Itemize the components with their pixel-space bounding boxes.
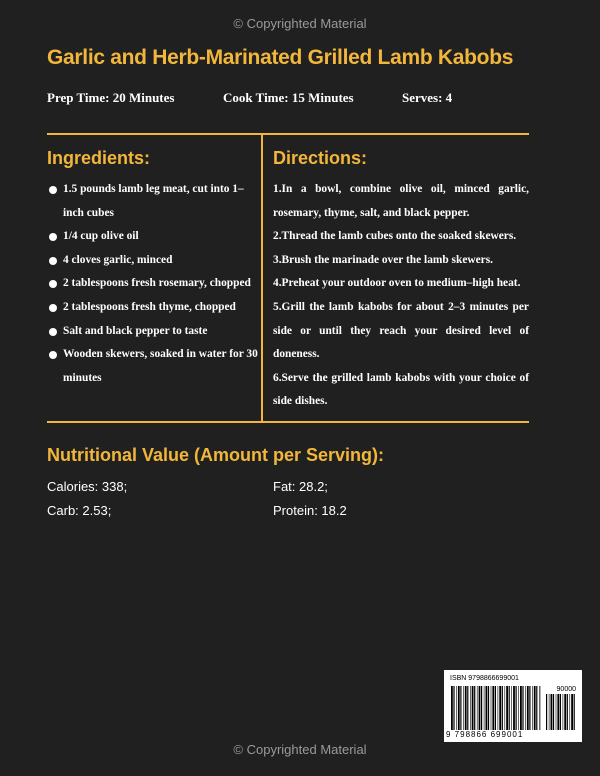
isbn-label: ISBN 9798866699001 xyxy=(450,675,519,682)
directions-heading: Directions: xyxy=(273,148,368,168)
cook-time: Cook Time: 15 Minutes xyxy=(223,90,354,105)
barcode-digits: 9 798866 699001 xyxy=(446,730,524,739)
serves: Serves: 4 xyxy=(402,90,453,105)
bullet-icon xyxy=(49,280,57,288)
watermark-bottom: © Copyrighted Material xyxy=(233,742,367,757)
direction-step: 1.In a bowl, combine olive oil, minced garlic, rosemary, thyme, salt, and black pepper. xyxy=(273,183,529,219)
addon-barcode-icon xyxy=(546,694,576,730)
bullet-icon xyxy=(49,186,57,194)
prep-time: Prep Time: 20 Minutes xyxy=(47,90,175,105)
nutrition-calories: Calories: 338; xyxy=(47,479,128,494)
nutrition-carb: Carb: 2.53; xyxy=(47,503,112,518)
recipe-title: Garlic and Herb-Marinated Grilled Lamb Kabobs xyxy=(47,46,514,69)
direction-step: 5.Grill the lamb kabobs for about 2–3 minutes per side or until they reach your desired level of doneness. xyxy=(273,300,529,361)
list-item: Wooden skewers, soaked in water for 30 minutes xyxy=(47,343,261,390)
divider-bottom xyxy=(47,421,529,423)
bullet-icon xyxy=(49,328,57,336)
ingredients-list xyxy=(47,178,261,390)
isbn-barcode xyxy=(444,670,582,742)
direction-step: 6.Serve the grilled lamb kabobs with your choice of side dishes. xyxy=(273,371,529,408)
bullet-icon xyxy=(49,257,57,265)
bullet-icon xyxy=(49,233,57,241)
ingredients-heading: Ingredients: xyxy=(47,148,151,168)
list-item: 1.5 pounds lamb leg meat, cut into 1–inch cubes xyxy=(47,178,261,225)
nutrition-fat: Fat: 28.2; xyxy=(273,479,328,494)
nutrition-heading: Nutritional Value (Amount per Serving): xyxy=(47,445,385,465)
list-item: 2 tablespoons fresh thyme, chopped xyxy=(47,296,261,320)
divider-top xyxy=(47,133,529,135)
direction-step: 2.Thread the lamb cubes onto the soaked skewers. xyxy=(273,230,517,243)
bullet-icon xyxy=(49,351,57,359)
directions-list xyxy=(273,178,529,414)
list-item: 2 tablespoons fresh rosemary, chopped xyxy=(47,272,261,296)
list-item: 4 cloves garlic, minced xyxy=(47,249,261,273)
divider-vertical xyxy=(261,133,263,423)
direction-step: 3.Brush the marinade over the lamb skewers. xyxy=(273,253,493,266)
nutrition-protein: Protein: 18.2 xyxy=(273,503,347,518)
watermark-top: © Copyrighted Material xyxy=(233,16,367,31)
barcode-bars-icon xyxy=(451,686,541,730)
list-item: 1/4 cup olive oil xyxy=(47,225,261,249)
bullet-icon xyxy=(49,304,57,312)
list-item: Salt and black pepper to taste xyxy=(47,320,261,344)
direction-step: 4.Preheat your outdoor oven to medium–high heat. xyxy=(273,277,521,290)
price-code: 90000 xyxy=(556,686,576,693)
